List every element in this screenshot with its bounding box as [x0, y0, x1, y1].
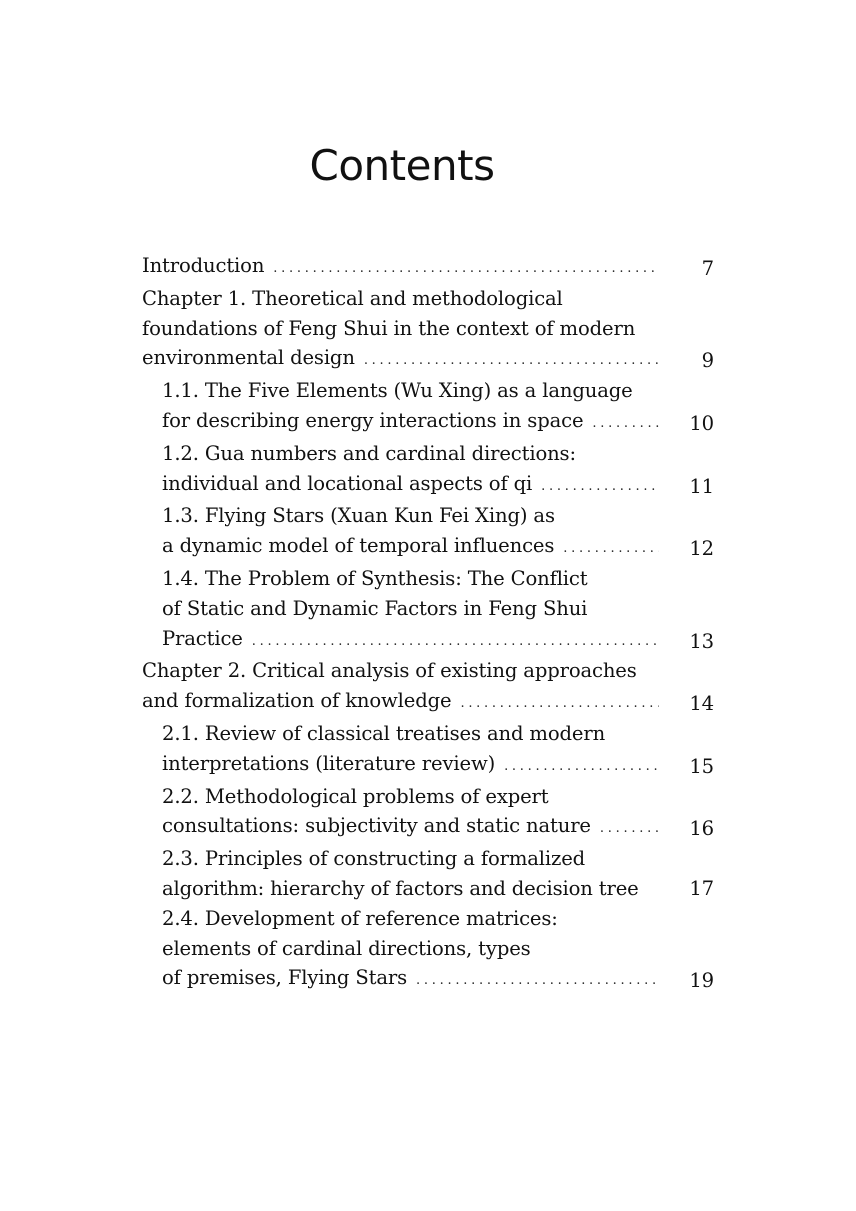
- toc-entry-title-line: interpretations (literature review): [162, 751, 496, 775]
- toc-entry-title-line: elements of cardinal directions, types: [162, 936, 531, 960]
- page-number: 16: [689, 817, 714, 841]
- dot-leader: [592, 409, 659, 439]
- page-title: Contents: [309, 141, 495, 191]
- dot-leader: [563, 534, 659, 564]
- dot-leader: [364, 346, 659, 376]
- toc-entry-title-line: 2.2. Methodological problems of expert: [162, 784, 549, 808]
- toc-entry-line: [162, 624, 659, 657]
- dot-leader: [504, 752, 659, 782]
- page-number: 11: [689, 474, 714, 498]
- table-of-contents: [142, 251, 717, 996]
- toc-entry-title-line: 1.1. The Five Elements (Wu Xing) as a language: [162, 379, 633, 403]
- toc-entry[interactable]: [162, 564, 717, 656]
- toc-entry-title-line: 2.4. Development of reference matrices:: [162, 906, 558, 930]
- toc-entry[interactable]: [142, 284, 717, 376]
- page-number: 14: [689, 692, 714, 716]
- toc-entry-title: Introduction: [142, 254, 265, 277]
- toc-entry-title-line: 1.2. Gua numbers and cardinal directions:: [162, 441, 576, 465]
- page-number: 7: [701, 257, 714, 280]
- toc-entry-title-line: algorithm: hierarchy of factors and decision tree: [162, 876, 639, 900]
- dot-leader: [600, 814, 659, 844]
- page-number: 19: [689, 969, 714, 993]
- toc-entry-line: [162, 874, 659, 904]
- page-number: 9: [701, 349, 714, 373]
- toc-entry-title-line: of Static and Dynamic Factors in Feng Shui: [162, 596, 588, 620]
- toc-entry-title-line: Chapter 1. Theoretical and methodological: [142, 286, 563, 310]
- toc-entry-line: [162, 811, 659, 844]
- toc-entry-line: [142, 343, 659, 376]
- toc-entry[interactable]: [162, 439, 717, 502]
- toc-entry-line: [162, 749, 659, 782]
- toc-entry[interactable]: [142, 251, 717, 284]
- toc-entry-title-line: Chapter 2. Critical analysis of existing approaches: [142, 659, 637, 683]
- toc-entry-title-line: Practice: [162, 626, 243, 650]
- dot-leader: [416, 966, 659, 996]
- toc-entry[interactable]: [162, 501, 717, 564]
- toc-entry-title-line: individual and locational aspects of qi: [162, 471, 533, 495]
- toc-entry-line: [162, 963, 659, 996]
- toc-entry[interactable]: [162, 844, 717, 904]
- page-number: 15: [689, 754, 714, 778]
- dot-leader: [541, 472, 659, 502]
- toc-entry-title-line: 2.3. Principles of constructing a formalized: [162, 847, 586, 871]
- page-number: 10: [689, 411, 714, 435]
- toc-entry-title-line: 2.1. Review of classical treatises and modern: [162, 721, 606, 745]
- toc-entry-line: [162, 469, 659, 502]
- dot-leader: [460, 689, 659, 719]
- dot-leader: [252, 627, 659, 657]
- toc-entry-title-line: a dynamic model of temporal influences: [162, 534, 555, 558]
- toc-entry[interactable]: [142, 656, 717, 719]
- toc-entry-line: [162, 406, 659, 439]
- page-number: 17: [689, 876, 714, 900]
- toc-entry-title-line: environmental design: [142, 346, 355, 370]
- toc-entry-title-line: 1.4. The Problem of Synthesis: The Conflict: [162, 566, 588, 590]
- toc-entry-line: [162, 531, 659, 564]
- toc-entry[interactable]: [162, 719, 717, 782]
- toc-entry-title-line: of premises, Flying Stars: [162, 966, 408, 990]
- toc-entry[interactable]: [162, 782, 717, 845]
- page-number: 12: [689, 537, 714, 561]
- toc-entry[interactable]: [162, 904, 717, 996]
- toc-entry-title-line: 1.3. Flying Stars (Xuan Kun Fei Xing) as: [162, 504, 555, 528]
- toc-entry-line: [142, 686, 659, 719]
- toc-entry-line: [142, 251, 659, 284]
- toc-entry[interactable]: [162, 376, 717, 439]
- dot-leader: [273, 254, 659, 284]
- page-number: 13: [689, 629, 714, 653]
- toc-entry-title-line: consultations: subjectivity and static nature: [162, 814, 591, 838]
- toc-entry-title-line: and formalization of knowledge: [142, 689, 452, 713]
- toc-entry-title-line: for describing energy interactions in space: [162, 408, 584, 432]
- toc-entry-title-line: foundations of Feng Shui in the context of modern: [142, 316, 636, 340]
